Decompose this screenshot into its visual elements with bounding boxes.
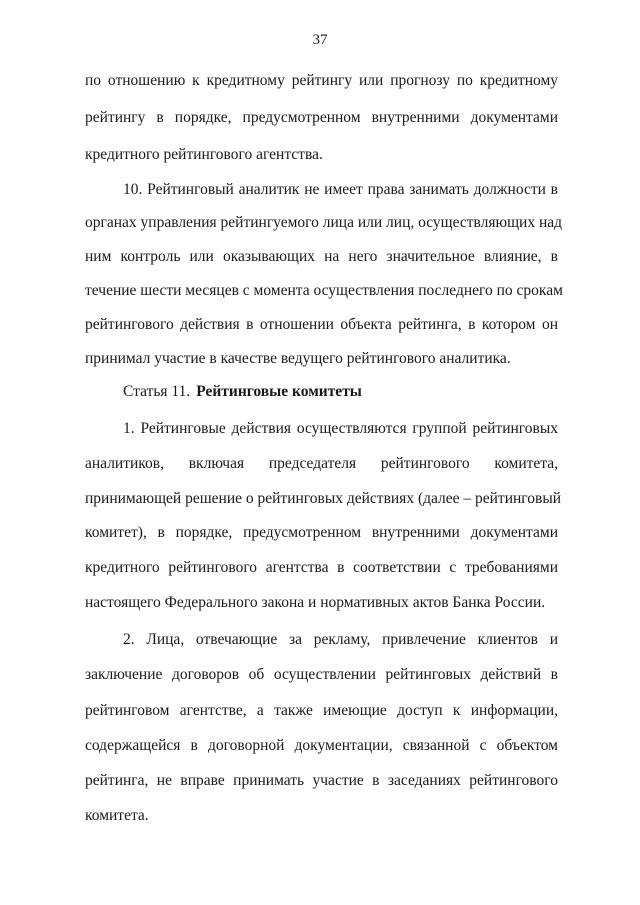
text-line: рейтингового действия в отношении объекта рейтинга, в котором он	[85, 316, 558, 333]
text-line: комитета.	[85, 807, 149, 824]
text-line: комитет), в порядке, предусмотренном внутренними документами	[85, 524, 558, 541]
text-line: 1. Рейтинговые действия осуществляются группой рейтинговых	[123, 420, 558, 437]
text-line: 2. Лица, отвечающие за рекламу, привлечение клиентов и	[123, 631, 558, 648]
text-line: ним контроль или оказывающих на него значительное влияние, в	[85, 248, 558, 265]
text-line: настоящего Федерального закона и нормативных актов Банка России.	[85, 594, 546, 611]
page-number: 37	[312, 32, 328, 48]
text-line: кредитного рейтингового агентства.	[85, 146, 323, 163]
text-line: аналитиков, включая председателя рейтингового комитета,	[85, 455, 558, 472]
text-line: рейтинга, не вправе принимать участие в заседаниях рейтингового	[85, 772, 558, 789]
text-line: 10. Рейтинговый аналитик не имеет права занимать должности в	[123, 181, 558, 198]
article-heading-prefix: Статья 11.	[123, 383, 191, 400]
article-heading	[123, 383, 362, 401]
text-line: принимающей решение о рейтинговых действиях (далее – рейтинговый	[85, 490, 562, 507]
article-heading-title: Рейтинговые комитеты	[196, 383, 362, 400]
text-line: по отношению к кредитному рейтингу или прогнозу по кредитному	[85, 72, 558, 89]
text-line: кредитного рейтингового агентства в соответствии с требованиями	[85, 559, 558, 576]
text-line: органах управления рейтингуемого лица или лиц, осуществляющих над	[85, 214, 563, 231]
text-line: течение шести месяцев с момента осуществления последнего по срокам	[85, 282, 563, 299]
text-line: заключение договоров об осуществлении рейтинговых действий в	[85, 666, 558, 683]
text-line: принимал участие в качестве ведущего рейтингового аналитика.	[85, 350, 511, 367]
text-line: рейтингу в порядке, предусмотренном внутренними документами	[85, 109, 558, 126]
text-line: рейтинговом агентстве, а также имеющие доступ к информации,	[85, 702, 558, 719]
text-line: содержащейся в договорной документации, связанной с объектом	[85, 737, 558, 754]
